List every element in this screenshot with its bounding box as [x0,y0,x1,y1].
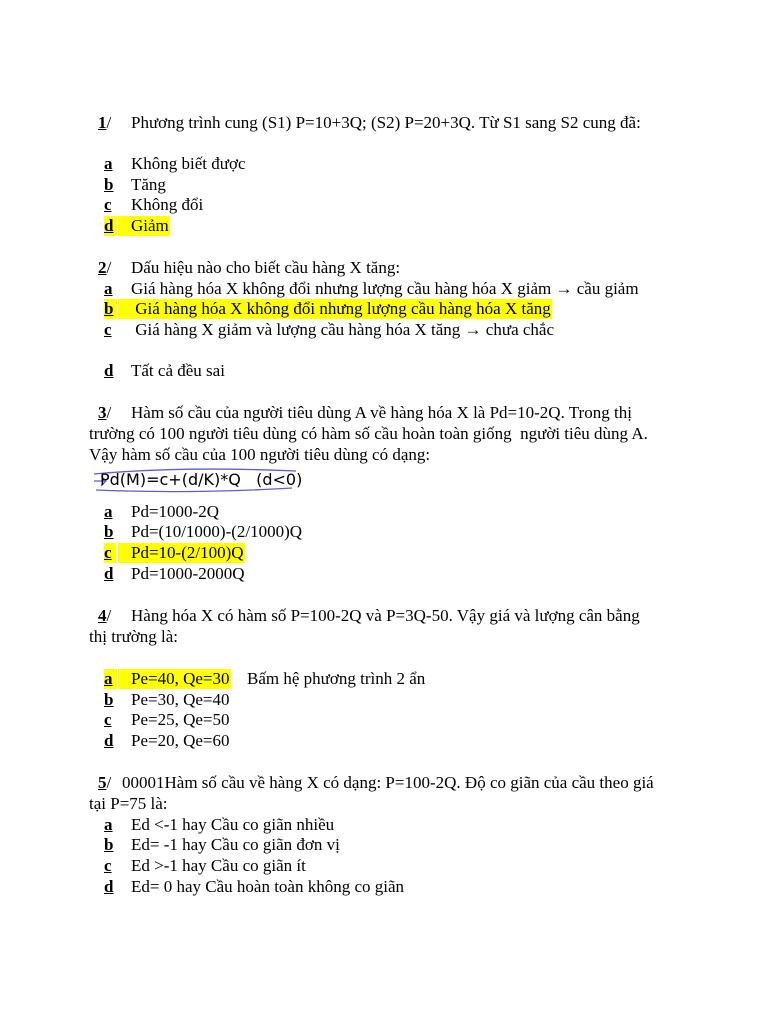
question-2-text: Dấu hiệu nào cho biết cầu hàng X tăng: [131,258,401,277]
handwritten-annotation [92,468,303,492]
question-2-option-b [104,299,704,319]
question-1-text: Phương trình cung (S1) P=10+3Q; (S2) P=20+3Q. Từ S1 sang S2 cung đã: [131,113,641,132]
question-3-text-line-1: Hàm số cầu của người tiêu dùng A về hàng hóa X là Pd=10-2Q. Trong thị [131,403,632,422]
question-slash: / [106,258,112,277]
option-letter: b [104,299,117,319]
option-letter: a [104,154,113,173]
question-1-option-c [104,195,604,215]
question-3-text-line-3: Vậy hàm số cầu của 100 người tiêu dùng có dạng: [89,445,431,464]
question-4-text-line-2: thị trường là: [89,627,179,646]
option-letter: c [104,856,112,875]
option-letter: b [104,522,114,541]
question-5-option-c [104,856,604,876]
question-number: 5 [98,773,107,792]
question-5-header [98,773,111,793]
question-number: 1 [98,113,107,132]
option-letter: a [104,815,113,834]
question-1-header [98,113,111,133]
option-text: Ed= 0 hay Cầu hoàn toàn không co giãn [131,877,405,896]
question-2-option-d [104,361,704,381]
question-2-header [98,258,111,278]
option-letter: b [104,175,114,194]
option-letter: b [104,835,114,854]
question-slash: / [106,403,112,422]
question-3-option-b [104,522,604,542]
option-letter: a [104,669,117,689]
option-text: Pe=30, Qe=40 [131,690,230,709]
option-text: Pe=20, Qe=60 [131,731,230,750]
option-letter: a [104,502,113,521]
question-3-header [98,403,111,423]
question-slash: / [106,773,112,792]
option-text-highlighted: Giảm [118,216,170,236]
option-letter: c [104,543,116,563]
option-text: Tăng [131,175,166,194]
question-number: 3 [98,403,107,422]
option-text-highlighted: Pe=40, Qe=30 [118,669,231,689]
question-2-option-c [104,320,704,340]
question-3-option-d [104,564,604,584]
option-text: Tất cả đều sai [131,361,225,380]
option-note: Bấm hệ phương trình 2 ẩn [247,669,426,688]
question-1-option-a [104,154,604,174]
question-4-option-c [104,710,604,730]
question-4-option-d [104,731,604,751]
option-text: Pd=1000-2Q [131,502,219,521]
question-4-option-a [104,669,604,689]
question-3-option-a [104,502,604,522]
option-letter: b [104,690,114,709]
question-3-text-line-2: trường có 100 người tiêu dùng có hàm số cầu hoàn toàn giống người tiêu dùng A. [89,424,648,443]
option-letter: c [104,195,112,214]
option-text: Pd=(10/1000)-(2/1000)Q [131,522,303,541]
option-text-highlighted: Giá hàng hóa X không đổi nhưng lượng cầu hàng hóa X tăng [118,299,552,319]
question-1-option-d [104,216,604,236]
question-number: 4 [98,606,107,625]
question-slash: / [106,113,112,132]
option-text: Pd=1000-2000Q [131,564,245,583]
question-number: 2 [98,258,107,277]
question-5-text-line-2: tại P=75 là: [89,794,168,813]
question-4-option-b [104,690,604,710]
option-letter: c [104,710,112,729]
option-text: Không đổi [131,195,204,214]
question-slash: / [106,606,112,625]
question-5-option-a [104,815,604,835]
question-5-option-d [104,877,604,897]
question-2-option-a [104,279,704,299]
option-letter: d [104,564,114,583]
question-4-text-line-1: Hàng hóa X có hàm số P=100-2Q và P=3Q-50. Vậy giá và lượng cân bằng [131,606,640,625]
question-3-option-c [104,543,604,563]
option-text: Không biết được [131,154,246,173]
question-5-text-line-1: 00001Hàm số cầu về hàng X có dạng: P=100-2Q. Độ co giãn của cầu theo giá [122,773,654,792]
option-letter: d [104,361,114,380]
option-text: Ed <-1 hay Cầu co giãn nhiều [131,815,335,834]
option-letter: d [104,877,114,896]
option-letter: c [104,320,112,339]
option-text: Giá hàng X giảm và lượng cầu hàng hóa X tăng → chưa chắc [131,320,554,339]
option-text: Pe=25, Qe=50 [131,710,230,729]
question-4-header [98,606,111,626]
option-text: Giá hàng hóa X không đổi nhưng lượng cầu hàng hóa X giảm → cầu giảm [131,279,639,298]
option-letter: d [104,216,117,236]
option-text-highlighted: Pd=10-(2/100)Q [118,543,245,563]
option-letter: d [104,731,114,750]
option-letter: a [104,279,113,298]
formula-text: Pd(M)=c+(d/K)*Q (d<0) [100,470,303,489]
question-5-option-b [104,835,604,855]
option-text: Ed= -1 hay Cầu co giãn đơn vị [131,835,340,854]
option-text: Ed >-1 hay Cầu co giãn ít [131,856,306,875]
question-1-option-b [104,175,604,195]
